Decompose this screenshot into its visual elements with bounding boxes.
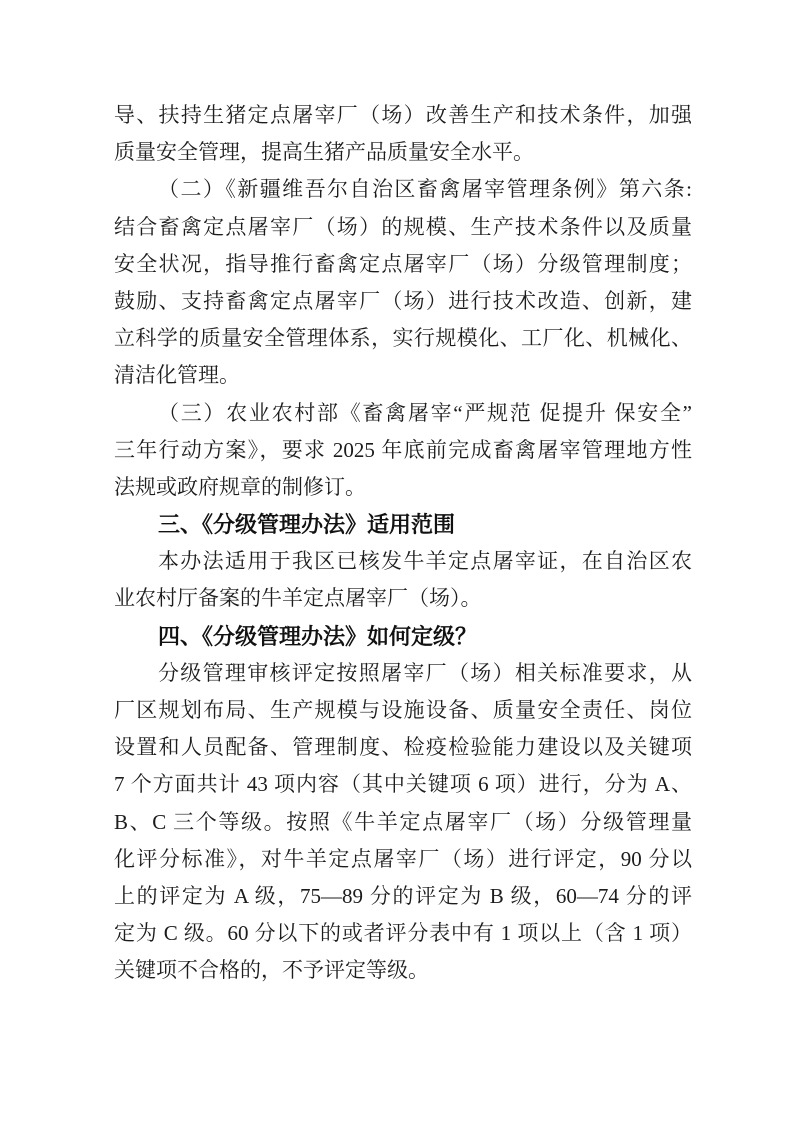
text-line: 结合畜禽定点屠宰厂（场）的规模、生产技术条件以及质量 [114,214,692,239]
text-line: 三年行动方案》，要求 2025 年底前完成畜禽屠宰管理地方性 [114,437,692,462]
text-line: 分级管理审核评定按照屠宰厂（场）相关标准要求，从 [158,660,692,685]
text-line: 定为 C 级。60 分以下的或者评分表中有 1 项以上（含 1 项） [114,921,692,946]
text-line: 法规或政府规章的制修订。 [114,474,366,499]
text-line: 导、扶持生猪定点屠宰厂（场）改善生产和技术条件，加强 [114,103,692,127]
text-line: 鼓励、支持畜禽定点屠宰厂（场）进行技术改造、创新，建 [114,288,692,313]
text-line: 本办法适用于我区已核发牛羊定点屠宰证，在自治区农 [158,549,692,574]
text-line: （二）《新疆维吾尔自治区畜禽屠宰管理条例》第六条: [158,177,692,202]
text-line: 关键项不合格的，不予评定等级。 [114,958,429,983]
text-line: B、C 三个等级。按照《牛羊定点屠宰厂（场）分级管理量 [114,809,692,834]
text-line: 设置和人员配备、管理制度、检疫检验能力建设以及关键项 [114,735,692,760]
text-line: 7 个方面共计 43 项内容（其中关键项 6 项）进行，分为 A、 [114,772,692,797]
text-line: 安全状况，指导推行畜禽定点屠宰厂（场）分级管理制度； [114,251,692,276]
text-line: 立科学的质量安全管理体系，实行规模化、工厂化、机械化、 [114,326,692,351]
text-line: 清洁化管理。 [114,363,240,388]
text-line: 化评分标准》，对牛羊定点屠宰厂（场）进行评定，90 分以 [114,846,692,871]
section-heading: 三、《分级管理办法》适用范围 [158,512,456,538]
text-line: 上的评定为 A 级，75—89 分的评定为 B 级，60—74 分的评 [114,883,692,908]
text-line: 厂区规划布局、生产规模与设施设备、质量安全责任、岗位 [114,698,692,722]
section-heading: 四、《分级管理办法》如何定级？ [158,623,478,649]
text-line: 质量安全管理，提高生猪产品质量安全水平。 [114,140,534,165]
text-line: （三）农业农村部《畜禽屠宰“严规范 促提升 保安全” [158,400,692,425]
text-line: 业农村厅备案的牛羊定点屠宰厂（场）。 [114,586,482,611]
document-content [114,97,692,990]
